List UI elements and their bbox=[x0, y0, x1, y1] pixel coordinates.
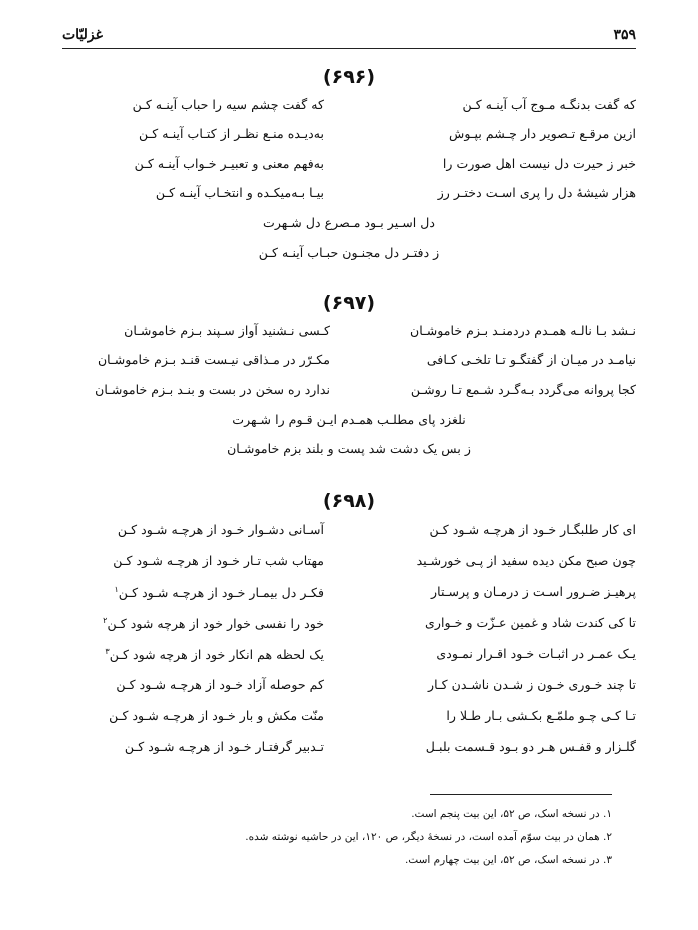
hemistich-second bbox=[62, 676, 324, 694]
hemistich-first: ای کار طلبگـار خـود از هرچـه شـود کـن bbox=[429, 521, 636, 537]
couplet bbox=[62, 545, 636, 576]
hemistich-second: مکـرّر در مـذاقی نیـست قنـد بـزم خاموشـان bbox=[97, 352, 330, 368]
couplet bbox=[62, 316, 636, 346]
hemistich-text: تـدبیر گرفتـار خـود از هرچـه شـود کـن bbox=[124, 738, 324, 754]
poem-number: (۶۹۶) bbox=[322, 66, 376, 88]
closing-line: ز دفتـر دل مجنـون حبـاب آینـه کـن bbox=[258, 244, 440, 260]
closing-line: نلغزد پای مطلـب همـدم ایـن قـوم را شـهرت bbox=[232, 411, 466, 427]
footnote: ۱. در نسخه اسک، ص ۵۲، این بیت پنجم است. bbox=[411, 808, 612, 820]
hemistich-first: تا چند خـوری خـون ز شـدن ناشـدن کـار bbox=[428, 676, 636, 692]
hemistich-first: کجا پروانه می‌گردد بـەگـرد شـمع تـا روشـن bbox=[410, 381, 636, 397]
hemistich-first: گلـزار و قفـس هـر دو بـود قـسمت بلبـل bbox=[425, 738, 636, 754]
hemistich-first: نیامـد در میـان از گفتگـو تـا تلخـی کـافی bbox=[426, 352, 636, 368]
hemistich-text: مهتاب شب تـار خـود از هرچـه شـود کـن bbox=[113, 552, 324, 568]
hemistich-first: پرهیـز ضـرور اسـت ز درمـان و پرسـتار bbox=[431, 583, 636, 599]
hemistich-second bbox=[62, 581, 324, 602]
hemistich-second: بەفهم معنی و تعبیـر خـواب آینـه کـن bbox=[134, 155, 324, 171]
closing-line: ز بس یک دشت شد پست و بلند بزم خاموشـان bbox=[227, 441, 471, 457]
hemistich-second bbox=[62, 643, 324, 664]
couplet bbox=[62, 514, 636, 545]
footnote-separator bbox=[430, 794, 612, 795]
couplet bbox=[62, 731, 636, 762]
hemistich-second: که گفت چشم سیه را حباب آینـه کـن bbox=[132, 96, 324, 112]
hemistich-first: ازین مرقـع تـصویر دار چـشم بپـوش bbox=[448, 126, 636, 142]
hemistich-second: ندارد ره سخن در بست و بنـد بـزم خاموشـان bbox=[95, 381, 330, 397]
hemistich-text: فکـر دل بیمـار خـود از هرچـه شـود کـن bbox=[118, 585, 324, 601]
couplet bbox=[62, 700, 636, 731]
poem-696 bbox=[62, 64, 636, 267]
closing-line: دل اسـیر بـود مـصرع دل شـهرت bbox=[263, 215, 436, 231]
footnote: ۲. همان در بیت سوّم آمده است، در نسخهٔ دیگر، ص ۱۲۰، این در حاشیه نوشته شده. bbox=[245, 831, 612, 843]
hemistich-text: کم حوصله آزاد خـود از هرچـه شـود کـن bbox=[116, 676, 324, 692]
hemistich-first: خبر ز حیرت دل نیست اهل صورت را bbox=[442, 155, 636, 171]
section-title: غزلیّات bbox=[62, 27, 103, 43]
couplet bbox=[62, 90, 636, 120]
couplet bbox=[62, 669, 636, 700]
hemistich-first: یـک عمـر در اثبـات خـود اقـرار نمـودی bbox=[436, 645, 636, 661]
poem-697 bbox=[62, 290, 636, 464]
hemistich-text: منّت مکش و بار خـود از هرچـه شـود کـن bbox=[109, 707, 324, 723]
couplet bbox=[62, 179, 636, 209]
couplet bbox=[62, 375, 636, 405]
footnote-marker: ۲ bbox=[103, 615, 108, 625]
page-number: ۳۵۹ bbox=[613, 27, 636, 43]
hemistich-second: کـسی نـشنید آواز سـپند بـزم خاموشـان bbox=[124, 322, 330, 338]
couplet bbox=[62, 120, 636, 150]
hemistich-text: آسـانی دشـوار خـود از هرچـه شـود کـن bbox=[117, 521, 324, 537]
poem-number: (۶۹۷) bbox=[322, 292, 376, 314]
couplet bbox=[62, 638, 636, 669]
couplet bbox=[62, 346, 636, 376]
hemistich-second bbox=[62, 707, 324, 725]
footnote-marker: ۱ bbox=[114, 584, 119, 594]
poem-698 bbox=[62, 488, 636, 762]
hemistich-second bbox=[62, 552, 324, 570]
footnote-marker: ۳ bbox=[105, 646, 110, 656]
hemistich-text: یک لحظه هم انکار خود از هرچه شود کـن bbox=[109, 647, 324, 663]
hemistich-text: خود را نفسی خوار خود از هرچه شود کـن bbox=[107, 616, 324, 632]
running-header bbox=[62, 22, 636, 49]
couplet bbox=[62, 149, 636, 179]
hemistich-first: چون صبح مکن دیده سفید از پـی خورشـید bbox=[416, 552, 636, 568]
hemistich-first: هزار شیشهٔ دل را پری اسـت دختـر رز bbox=[437, 185, 636, 201]
hemistich-first: نـشد بـا نالـه همـدم دردمنـد بـزم خاموشـان bbox=[409, 322, 636, 338]
footnote: ۳. در نسخه اسک، ص ۵۲، این بیت چهارم است. bbox=[404, 854, 612, 866]
footnotes bbox=[80, 803, 612, 872]
hemistich-second bbox=[62, 738, 324, 756]
hemistich-second bbox=[62, 521, 324, 539]
hemistich-second bbox=[62, 612, 324, 633]
poem-number: (۶۹۸) bbox=[322, 490, 376, 512]
hemistich-second: بیـا بـەمیکـده و انتخـاب آینـه کـن bbox=[155, 185, 324, 201]
couplet bbox=[62, 576, 636, 607]
hemistich-first: که گفت بدنگـه مـوج آب آینـه کـن bbox=[462, 96, 636, 112]
hemistich-second: بەدیـده منـع نظـر از کتـاب آینـه کـن bbox=[139, 126, 324, 142]
hemistich-first: تا کی کندت شاد و غمین عـزّت و خـواری bbox=[425, 614, 636, 630]
couplet bbox=[62, 607, 636, 638]
hemistich-first: تـا کـی چـو ملمّـع بکـشی بـار طـلا را bbox=[446, 707, 636, 723]
